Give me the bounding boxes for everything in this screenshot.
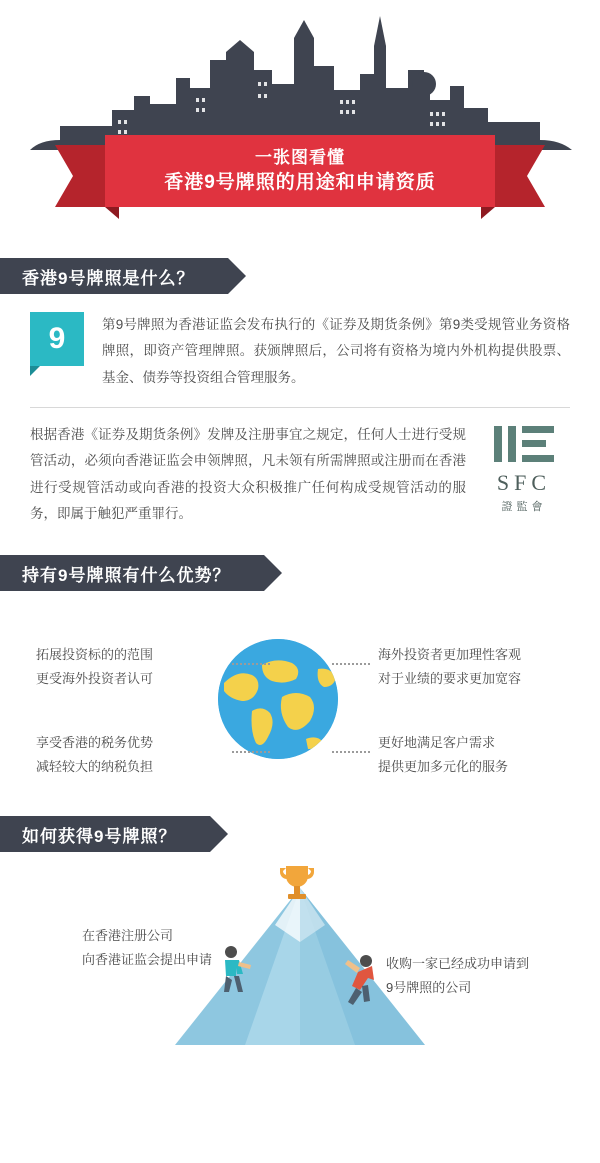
connector-top-right (332, 663, 370, 666)
advantage-line2: 提供更加多元化的服务 (378, 759, 509, 775)
block-what-row2 (0, 408, 600, 527)
sfc-letters: SFC (496, 469, 552, 495)
howto-option-left (82, 924, 212, 972)
section-header-bar (0, 258, 228, 294)
advantage-item-top-left (36, 643, 153, 691)
sfc-mark-icon (494, 422, 554, 466)
connector-top-left (232, 663, 270, 666)
globe-icon (218, 639, 338, 759)
advantage-line2: 对于业绩的要求更加宽容 (378, 671, 522, 687)
advantage-item-bottom-right (378, 731, 508, 779)
howto-option-right (386, 952, 529, 1000)
howto-right-line2: 9号牌照的公司 (386, 980, 472, 996)
ribbon-fold-left (105, 207, 119, 219)
section-heading-advantage: 持有9号牌照有什么优势？ (22, 565, 231, 585)
block-what-row1 (0, 312, 600, 391)
hero-banner (0, 0, 600, 232)
section-header-what (0, 258, 600, 294)
license-number-badge (30, 312, 84, 366)
advantage-line2: 更受海外投资者认可 (36, 671, 154, 687)
hero-title-line2: 香港9号牌照的用途和申请资质 (164, 171, 436, 193)
block-advantage (0, 591, 600, 816)
advantage-line1: 更好地满足客户需求 (378, 735, 496, 751)
climber-person-icon (214, 944, 258, 994)
trophy-icon (277, 862, 317, 904)
section-heading-what: 香港9号牌照是什么？ (22, 268, 195, 288)
sfc-chinese: 證監會 (501, 500, 547, 513)
howto-right-line1: 收购一家已经成功申请到 (386, 956, 530, 972)
section-header-howto (0, 816, 600, 852)
globe-svg (218, 639, 338, 759)
section-heading-howto: 如何获得9号牌照？ (22, 826, 177, 846)
advantage-item-bottom-left (36, 731, 153, 779)
advantage-line1: 拓展投资标的的范围 (36, 647, 154, 663)
howto-left-line2: 向香港证监会提出申请 (82, 952, 213, 968)
ribbon-fold-right (481, 207, 495, 219)
sfc-logo (478, 422, 570, 514)
advantage-line1: 享受香港的税务优势 (36, 735, 154, 751)
title-ribbon (0, 135, 600, 220)
section-header-advantage (0, 555, 600, 591)
advantage-line1: 海外投资者更加理性客观 (378, 647, 522, 663)
howto-left-line1: 在香港注册公司 (82, 928, 174, 944)
climber-person-icon (336, 952, 384, 1008)
block-what (0, 294, 600, 527)
ribbon-center (105, 135, 495, 207)
badge-number: 9 (48, 322, 66, 355)
section-header-bar (0, 816, 210, 852)
connector-bottom-left (232, 751, 270, 754)
block-what-paragraph1: 第9号牌照为香港证监会发布执行的《证券及期货条例》第9类受规管业务资格牌照，即资产管理牌照。获颁牌照后，公司将有资格为境内外机构提供股票、基金、债券等投资组合管理服务。 (102, 317, 570, 385)
block-what-paragraph2: 根据香港《证券及期货条例》发牌及注册事宜之规定，任何人士进行受规管活动，必须向香港证监会申领牌照，凡未领有所需牌照或注册而在香港进行受规管活动或向香港的投资大众积极推广任何构成受规管活动的服务，即属于触犯严重罪行。 (30, 426, 466, 521)
hong-kong-skyline-silhouette (0, 0, 600, 150)
connector-bottom-right (332, 751, 370, 754)
advantage-item-top-right (378, 643, 521, 691)
block-howto (0, 852, 600, 1082)
hero-title-line1: 一张图看懂 (255, 147, 345, 167)
section-header-bar (0, 555, 264, 591)
advantage-line2: 减轻较大的纳税负担 (36, 759, 154, 775)
